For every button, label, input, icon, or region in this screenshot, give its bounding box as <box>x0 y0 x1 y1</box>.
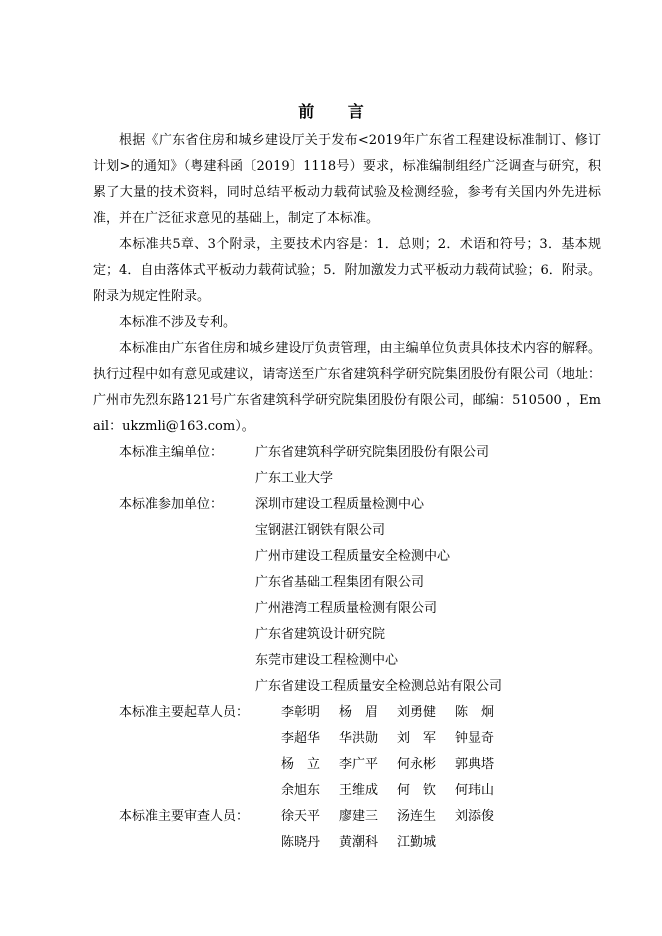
drafter-name: 李彰明 <box>281 705 321 720</box>
paragraph-basis: 根据《广东省住房和城乡建设厅关于发布<2019年广东省工程建设标准制订、修订计划>的通知》（粤建科函〔2019〕1118号）要求，标准编制组经广泛调查与研究，积累了大量的技术资料，同时总结平板动力载荷试验及检测经验，参考有关国内外先进标准，并在广泛征求意见的基础上，制定了本标准。 <box>93 133 601 226</box>
reviewer-name: 汤连生 <box>397 809 437 824</box>
chief-unit-item: 广东省建筑科学研究院集团股份有限公司 <box>255 445 490 460</box>
participating-unit-item: 深圳市建设工程质量检测中心 <box>255 497 425 512</box>
drafters-section <box>93 700 601 804</box>
chief-unit-item: 广东工业大学 <box>255 471 334 486</box>
drafter-name: 何 钦 <box>397 783 437 798</box>
participating-unit-item: 广东省基础工程集团有限公司 <box>255 575 425 590</box>
participating-unit-item: 宝钢湛江钢铁有限公司 <box>255 523 386 538</box>
reviewer-name: 黄潮科 <box>339 835 379 850</box>
paragraph-contents: 本标准共5章、3个附录，主要技术内容是：1．总则；2．术语和符号；3．基本规定；4．自由落体式平板动力载荷试验；5．附加激发力式平板动力载荷试验；6．附录。附录为规定性附录。 <box>93 237 601 304</box>
page-title: 前 言 <box>298 102 378 121</box>
drafter-name: 陈 炯 <box>455 705 495 720</box>
drafter-name: 钟显奇 <box>455 731 495 746</box>
drafter-name: 郭典塔 <box>455 757 495 772</box>
drafter-name: 刘勇健 <box>397 705 437 720</box>
chief-units-label: 本标准主编单位： <box>119 445 224 460</box>
drafter-name: 余旭东 <box>281 783 321 798</box>
reviewer-name: 江勤城 <box>397 835 437 850</box>
participating-unit-item: 广州港湾工程质量检测有限公司 <box>255 601 438 616</box>
participating-unit-item: 广州市建设工程质量安全检测中心 <box>255 549 451 564</box>
paragraph-management: 本标准由广东省住房和城乡建设厅负责管理，由主编单位负责具体技术内容的解释。执行过程中如有意见或建议，请寄送至广东省建筑科学研究院集团股份有限公司（地址：广州市先烈东路121号广东省建筑科学研究院集团股份有限公司，邮编：510500 ，Email：ukzmli@163.com）。 <box>93 341 601 434</box>
reviewer-name: 刘添俊 <box>455 809 495 824</box>
participating-units-section <box>93 492 601 700</box>
participating-units-label: 本标准参加单位： <box>119 497 224 512</box>
paragraph-patent: 本标准不涉及专利。 <box>119 315 237 330</box>
participating-unit-item: 广东省建筑设计研究院 <box>255 627 386 642</box>
drafter-name: 何永彬 <box>397 757 437 772</box>
drafters-label: 本标准主要起草人员： <box>119 705 250 720</box>
drafter-name: 杨 立 <box>281 757 321 772</box>
drafter-name: 杨 眉 <box>339 705 379 720</box>
participating-unit-item: 广东省建设工程质量安全检测总站有限公司 <box>255 679 503 694</box>
participating-unit-item: 东莞市建设工程检测中心 <box>255 653 399 668</box>
drafter-name: 王维成 <box>339 783 379 798</box>
reviewer-name: 徐天平 <box>281 809 321 824</box>
reviewer-name: 廖建三 <box>339 809 379 824</box>
chief-units-section <box>93 440 601 492</box>
reviewers-section <box>93 804 601 856</box>
document-body <box>93 128 601 856</box>
reviewers-label: 本标准主要审查人员： <box>119 809 250 824</box>
drafter-name: 何玮山 <box>455 783 495 798</box>
drafter-name: 李广平 <box>339 757 379 772</box>
reviewer-name: 陈晓丹 <box>281 835 321 850</box>
drafter-name: 华洪勋 <box>339 731 379 746</box>
drafter-name: 李超华 <box>281 731 321 746</box>
drafter-name: 刘 军 <box>397 731 437 746</box>
